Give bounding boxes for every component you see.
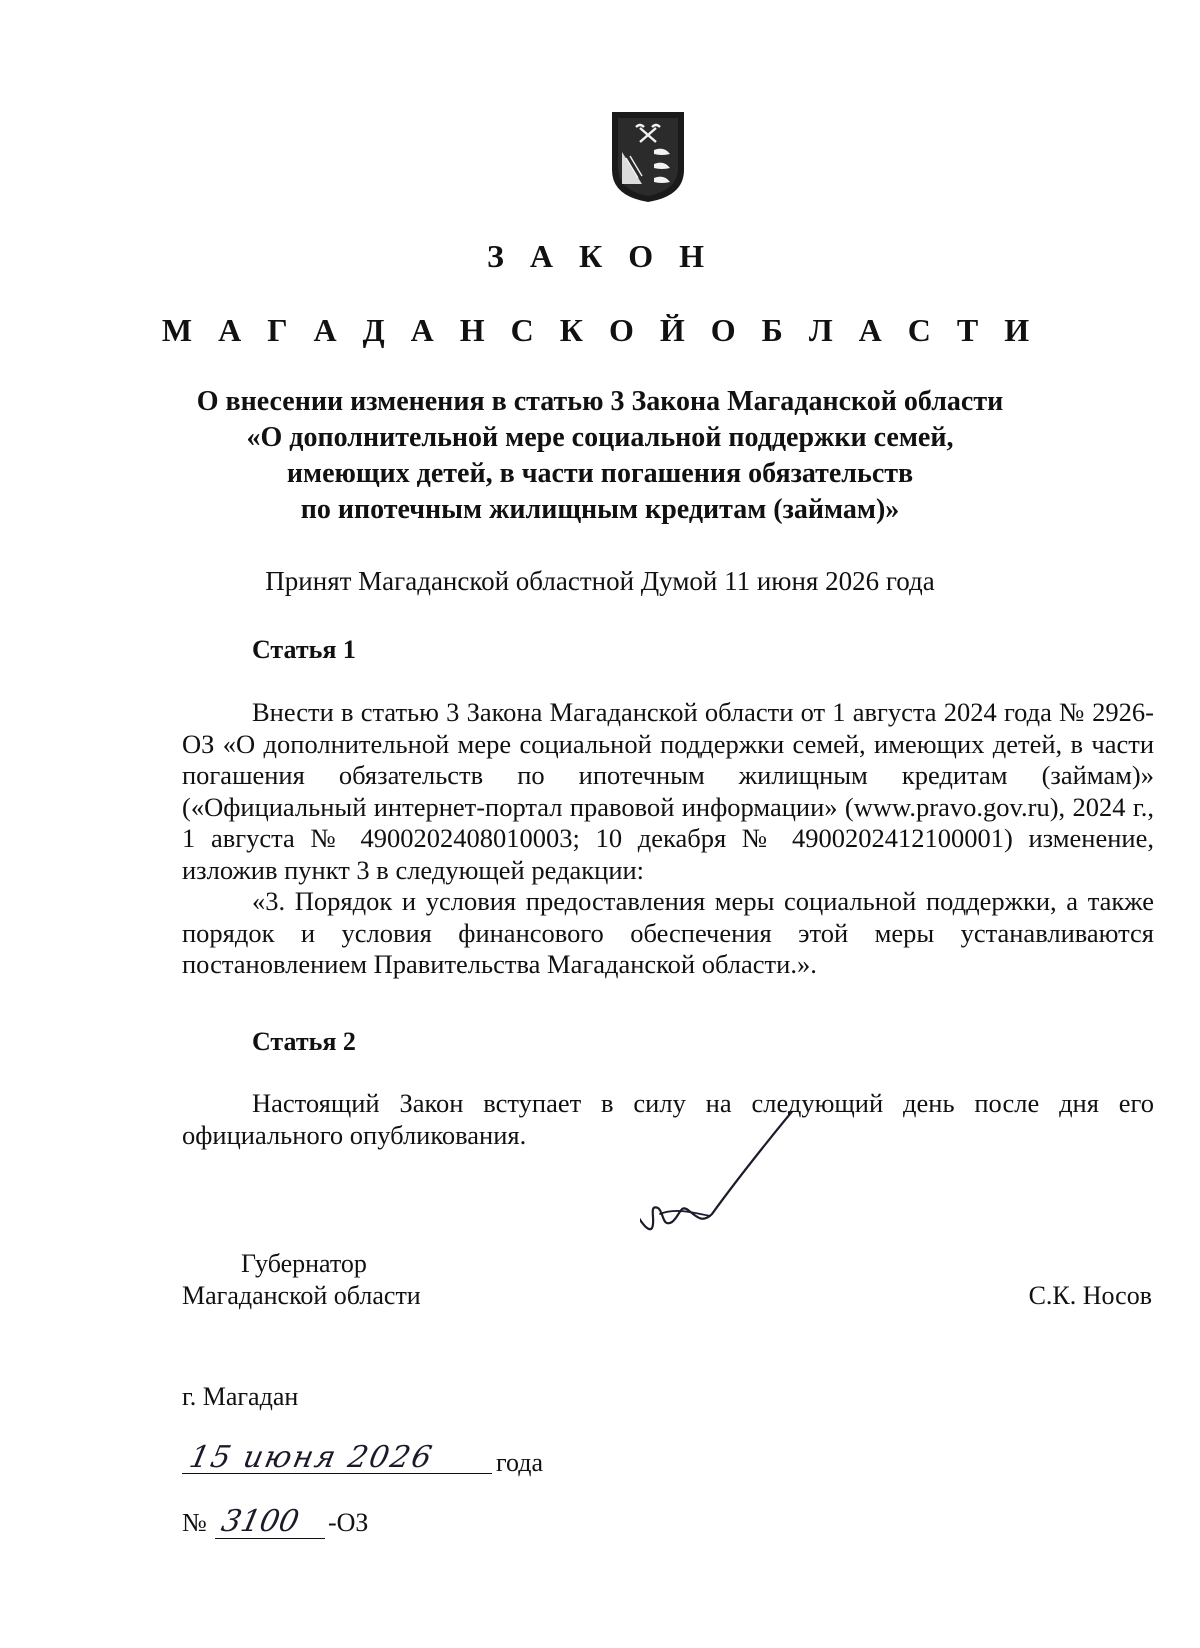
- subject-line: имеющих детей, в части погашения обязательств: [286, 458, 914, 489]
- handwritten-date: 15 июня 2026: [186, 1440, 437, 1475]
- subject-line: по ипотечным жилищным кредитам (займам)»: [300, 494, 900, 525]
- city: г. Магадан: [182, 1382, 299, 1411]
- region-title: М А Г А Д А Н С К О Й О Б Л А С Т И: [161, 312, 1039, 348]
- article-2-heading: Статья 2: [252, 1027, 356, 1056]
- date-suffix: года: [496, 1448, 544, 1477]
- handwritten-number: 3100: [218, 1504, 303, 1539]
- governor-name: С.К. Носов: [1028, 1281, 1152, 1310]
- governor-region: Магаданской области: [182, 1281, 421, 1310]
- article-1-paragraph: Внести в статью 3 Закона Магаданской области от 1 августа 2024 года № 2926-ОЗ «О дополнительной мере социальной поддержки семей, имеющих детей, в части погашения обязательств по ипотечным жилищным кредитам (займам)» («Официальный интернет-портал правовой информации» (www.pravo.gov.ru), 2024 г., 1 августа № 4900202408010003; 10 декабря № 4900202412100001) изменение, изложив пункт 3 в следующей редакции:: [182, 697, 1154, 885]
- subject-line: «О дополнительной мере социальной поддержки семей,: [246, 422, 954, 453]
- document-type-title: З А К О Н: [487, 238, 713, 274]
- article-1-heading: Статья 1: [252, 635, 356, 664]
- governor-title: Губернатор: [241, 1249, 367, 1278]
- article-2-paragraph: Настоящий Закон вступает в силу на следующий день после дня его официального опубликования.: [182, 1088, 1154, 1150]
- law-subject: [150, 384, 1050, 528]
- number-prefix: №: [182, 1508, 207, 1537]
- subject-line: О внесении изменения в статью 3 Закона Магаданской области: [196, 386, 1004, 417]
- adoption-line: Принят Магаданской областной Думой 11 июня 2026 года: [265, 566, 935, 596]
- coat-of-arms-icon: [608, 108, 688, 204]
- handwritten-signature: [640, 1112, 880, 1352]
- article-1-amendment-text: «3. Порядок и условия предоставления меры социальной поддержки, а также порядок и условия финансового обеспечения этой меры устанавливаются постановлением Правительства Магаданской области.».: [182, 886, 1154, 980]
- number-suffix: -ОЗ: [328, 1508, 369, 1537]
